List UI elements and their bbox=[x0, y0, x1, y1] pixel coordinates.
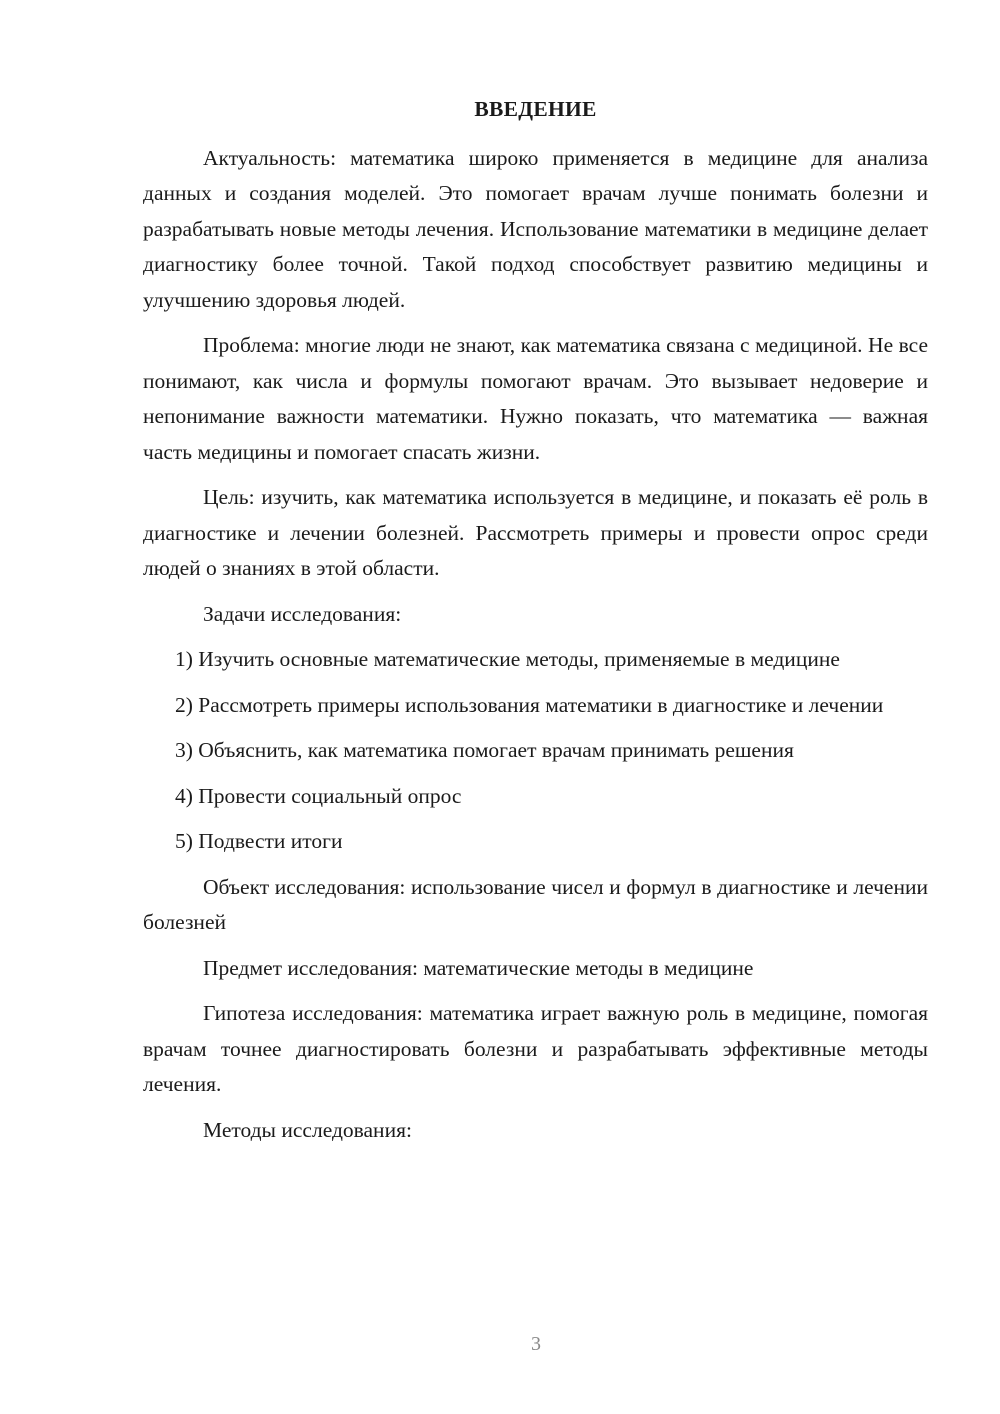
task-item-1: 1) Изучить основные математические методы, применяемые в медицине bbox=[175, 647, 840, 671]
paragraph-problem: Проблема: многие люди не знают, как математика связана с медициной. Не все понимают, как числа и формулы помогают врачам. Это вызывает недоверие и непонимание важности математики. Нужно показать, что математика — важная часть медицины и помогает спасать жизни. bbox=[143, 333, 928, 464]
tasks-heading: Задачи исследования: bbox=[203, 601, 402, 626]
tasks-list bbox=[143, 642, 928, 860]
section-title: ВВЕДЕНИЕ bbox=[474, 97, 597, 121]
paragraph-subject: Предмет исследования: математические методы в медицине bbox=[203, 955, 754, 980]
page-content bbox=[143, 92, 928, 1158]
task-item-3: 3) Объяснить, как математика помогает врачам принимать решения bbox=[175, 738, 794, 762]
paragraph-object: Объект исследования: использование чисел и формул в диагностике и лечении болезней bbox=[143, 874, 928, 934]
task-item-4: 4) Провести социальный опрос bbox=[175, 783, 462, 808]
paragraph-goal: Цель: изучить, как математика используется в медицине, и показать её роль в диагностике и лечении болезней. Рассмотреть примеры и провести опрос среди людей о знаниях в этой области. bbox=[143, 485, 928, 580]
task-item-2: 2) Рассмотреть примеры использования математики в диагностике и лечении bbox=[175, 692, 884, 717]
methods-heading: Методы исследования: bbox=[203, 1117, 412, 1142]
paragraph-relevance: Актуальность: математика широко применяется в медицине для анализа данных и создания моделей. Это помогает врачам лучше понимать болезни и разрабатывать новые методы лечения. Использование математики в медицине делает диагностику более точной. Такой подход способствует развитию медицины и улучшению здоровья людей. bbox=[143, 145, 928, 312]
task-item-5: 5) Подвести итоги bbox=[175, 829, 343, 853]
page-number: 3 bbox=[531, 1333, 541, 1355]
paragraph-hypothesis: Гипотеза исследования: математика играет важную роль в медицине, помогая врачам точнее диагностировать болезни и разрабатывать эффективные методы лечения. bbox=[143, 1001, 928, 1096]
